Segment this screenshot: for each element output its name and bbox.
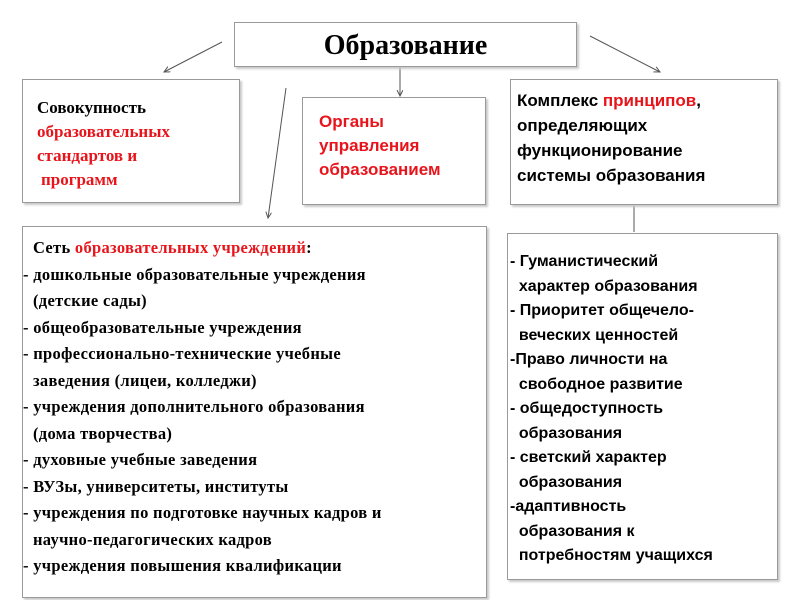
text: образованием xyxy=(319,160,441,179)
institutions-network-box xyxy=(22,226,487,598)
text: Сеть xyxy=(33,238,75,257)
arrow-to-network xyxy=(268,88,286,218)
management-box xyxy=(302,97,486,205)
list-item: свободное развитие xyxy=(510,375,683,393)
text: Органы xyxy=(319,112,384,131)
list-item: научно-педагогических кадров xyxy=(33,529,272,549)
list-item: образования xyxy=(510,424,623,442)
text: стандартов и xyxy=(37,146,138,165)
list-item: -Право личности на xyxy=(510,351,668,368)
arrow-to-principles xyxy=(590,36,660,72)
standards-box xyxy=(22,79,240,203)
text: определяющих xyxy=(517,116,648,135)
list-item: веческих ценностей xyxy=(510,326,679,344)
text: программ xyxy=(41,170,118,189)
list-item: - духовные учебные заведения xyxy=(23,450,258,469)
list-item: - общедоступность xyxy=(510,400,664,417)
text: Совокупность xyxy=(37,98,146,117)
title-box xyxy=(234,22,577,67)
list-item: - дошкольные образовательные учреждения xyxy=(23,264,366,284)
list-item: - общеобразовательные учреждения xyxy=(23,317,302,337)
list-item: -адаптивность xyxy=(510,498,627,515)
text: Комплекс xyxy=(517,91,603,110)
text: образовательных xyxy=(37,122,170,141)
list-item: потребностям учащихся xyxy=(510,547,713,564)
list-item: заведения (лицеи, колледжи) xyxy=(33,370,257,390)
text: функционирование xyxy=(517,141,683,160)
list-item: - учреждения повышения квалификации xyxy=(23,556,342,575)
list-item: - профессионально-технические учебные xyxy=(23,344,341,363)
list-item: (дома творчества) xyxy=(33,423,173,443)
text: образовательных учреждений xyxy=(74,238,307,257)
list-item: - Приоритет общечело- xyxy=(510,302,694,319)
page-title: Образование xyxy=(323,30,488,61)
arrow-to-standards xyxy=(164,42,222,72)
list-item: - учреждения дополнительного образования xyxy=(23,397,365,416)
list-item: образования xyxy=(510,473,623,491)
list-item: характер образования xyxy=(510,277,698,295)
text: системы образования xyxy=(517,166,706,185)
principles-header-box xyxy=(510,79,778,205)
text: принципов xyxy=(602,91,697,110)
list-item: - ВУЗы, университеты, институты xyxy=(23,476,289,496)
principles-list-box xyxy=(507,233,778,580)
text: : xyxy=(306,238,312,257)
list-item: (детские сады) xyxy=(33,291,147,310)
list-item: - Гуманистический xyxy=(510,253,659,270)
list-item: - светский характер xyxy=(510,449,667,466)
list-item: - учреждения по подготовке научных кадров и xyxy=(23,503,382,522)
text: , xyxy=(696,91,701,110)
text: управления xyxy=(319,136,420,155)
list-item: образования к xyxy=(510,522,635,540)
